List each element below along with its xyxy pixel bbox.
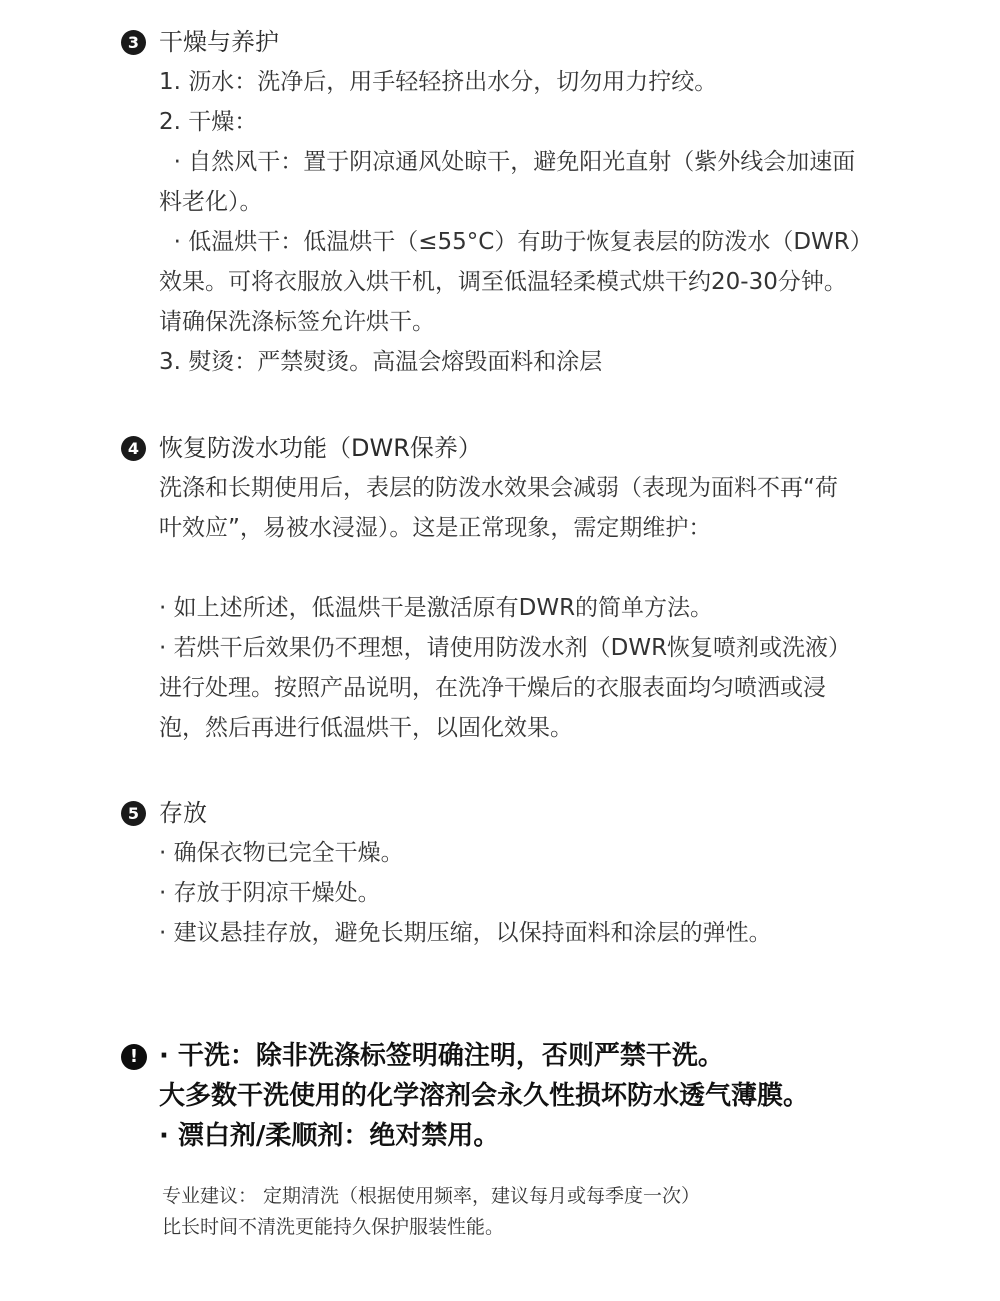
text-line: 1. 沥水：洗净后，用手轻轻挤出水分，切勿用力拧绞。 (159, 69, 718, 95)
text-line: · 自然风干：置于阴凉通风处晾干，避免阳光直射（紫外线会加速面 (159, 149, 856, 175)
text-line: 洗涤和长期使用后，表层的防泼水效果会减弱（表现为面料不再“荷 (159, 475, 838, 501)
text-line: 3. 熨烫：严禁熨烫。高温会熔毁面料和涂层 (159, 349, 603, 375)
text-line: 进行处理。按照产品说明，在洗净干燥后的衣服表面均匀喷洒或浸 (159, 675, 826, 701)
text-line: · 低温烘干：低温烘干（≤55°C）有助于恢复表层的防泼水（DWR） (159, 229, 873, 255)
section-body (159, 833, 959, 953)
text-line: · 存放于阴凉干燥处。 (159, 880, 381, 906)
step-number-badge: 5 (121, 801, 146, 826)
tip-line: 专业建议： 定期清洗（根据使用频率，建议每月或每季度一次） (162, 1185, 701, 1207)
text-line: · 若烘干后效果仍不理想，请使用防泼水剂（DWR恢复喷剂或洗液） (159, 635, 852, 661)
text-line: 叶效应”，易被水浸湿）。这是正常现象，需定期维护： (159, 515, 712, 541)
text-line: · 如上述所述，低温烘干是激活原有DWR的简单方法。 (159, 595, 714, 621)
section-title: 干燥与养护 (159, 28, 279, 56)
text-line: 泡，然后再进行低温烘干，以固化效果。 (159, 715, 573, 741)
blank-line (159, 548, 959, 588)
text-line: 请确保洗涤标签允许烘干。 (159, 309, 435, 335)
warning-line: · 漂白剂/柔顺剂：绝对禁用。 (159, 1121, 500, 1151)
section-title: 存放 (159, 799, 207, 827)
text-line: 料老化）。 (159, 189, 263, 215)
section-body (159, 468, 959, 748)
professional-tip (162, 1181, 700, 1243)
text-line: · 确保衣物已完全干燥。 (159, 840, 404, 866)
step-number-badge: 3 (121, 30, 146, 55)
text-line: 效果。可将衣服放入烘干机，调至低温轻柔模式烘干约20-30分钟。 (159, 269, 847, 295)
exclamation-icon: ! (121, 1044, 147, 1070)
warning-line: 大多数干洗使用的化学溶剂会永久性损坏防水透气薄膜。 (159, 1081, 810, 1111)
warning-text (159, 1036, 809, 1156)
warning-line: · 干洗：除非洗涤标签明确注明，否则严禁干洗。 (159, 1041, 724, 1071)
text-line: 2. 干燥： (159, 109, 258, 135)
tip-line: 比长时间不清洗更能持久保护服装性能。 (162, 1216, 505, 1238)
text-line: · 建议悬挂存放，避免长期压缩，以保持面料和涂层的弹性。 (159, 920, 772, 946)
section-title: 恢复防泼水功能（DWR保养） (159, 434, 482, 462)
section-body (159, 62, 959, 382)
step-number-badge: 4 (121, 436, 146, 461)
